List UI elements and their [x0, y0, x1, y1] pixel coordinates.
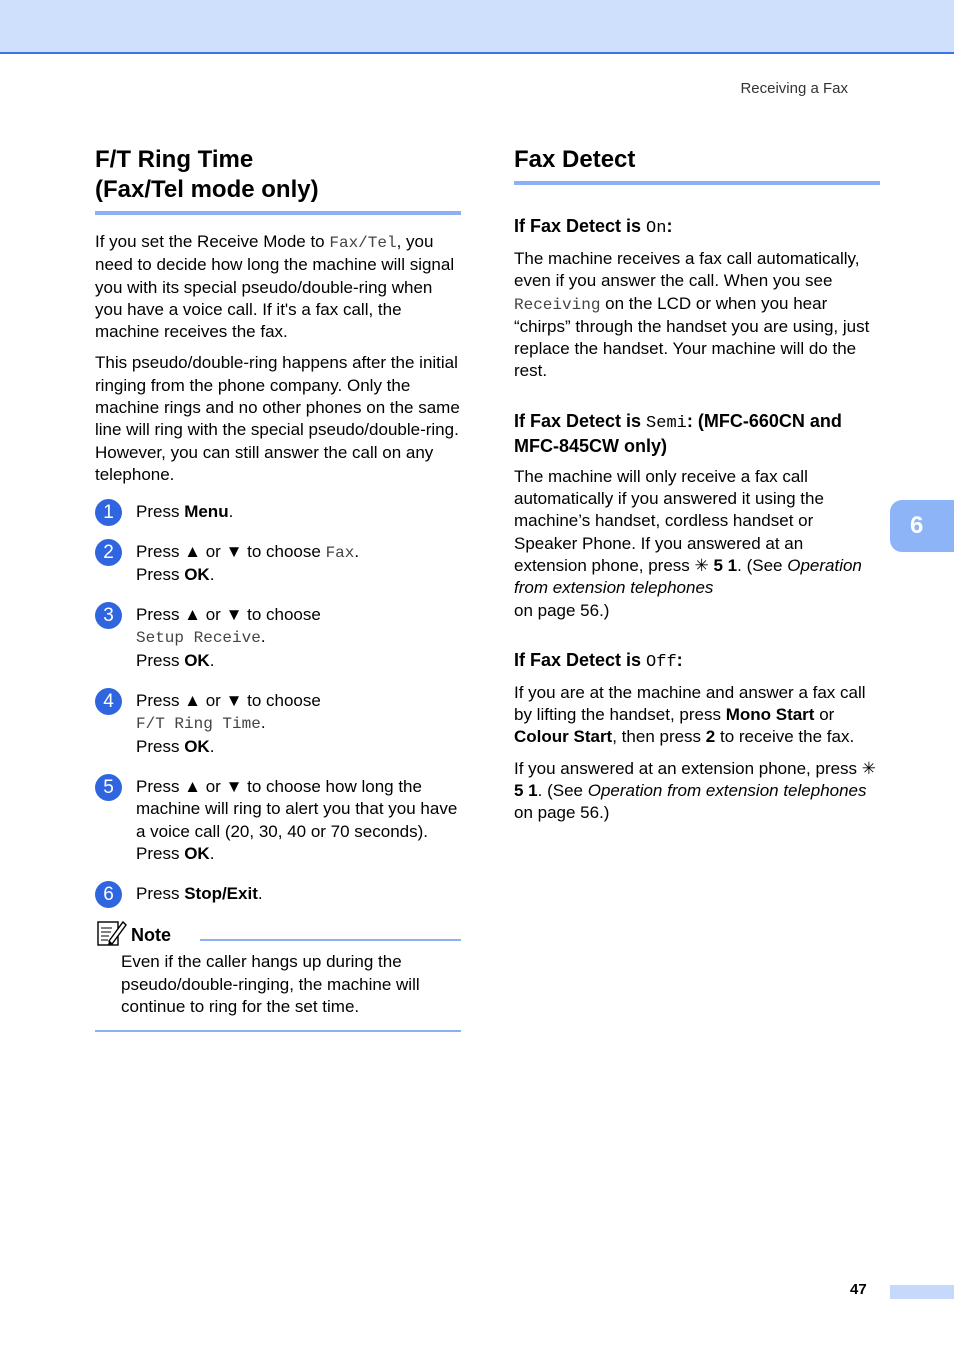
left-column [95, 145, 461, 1032]
key-menu: Menu [184, 502, 229, 522]
step-number-badge: 4 [95, 688, 122, 715]
fax-detect-off-paragraph-1: If you are at the machine and answer a fax call by lifting the handset, press Mono Start or Colour Start, then press 2 to receive the fax. [514, 682, 866, 747]
note-bottom-rule [95, 1030, 461, 1032]
key-2: 2 [705, 727, 716, 747]
pseudo-ring-paragraph: This pseudo/double-ring happens after the initial ringing from the phone company. Only the machine rings and no other phones on the same line will ring with the special pseudo/double-ring. However, you can still answer the call on any telephone. [95, 353, 460, 484]
key-ok: OK [184, 650, 210, 670]
header-band [0, 0, 954, 54]
lcd-text-ft-ring-time: F/T Ring Time [136, 715, 261, 734]
right-column [514, 145, 880, 834]
fax-detect-off-paragraph-2: If you answered at an extension phone, press ✳ 5 1. (See Operation from extension telephones on page 56.) [514, 758, 877, 823]
cross-reference: Operation from extension telephones [587, 781, 867, 801]
title-line-1: F/T Ring Time [95, 146, 254, 173]
step-2: 2 Press ▲ or ▼ to choose Fax. Press OK. [95, 541, 461, 587]
key-star-5-1: ✳ 5 1 [694, 555, 738, 575]
lcd-text-receiving: Receiving [514, 295, 601, 314]
step-number-badge: 6 [95, 881, 122, 908]
step-number-badge: 5 [95, 774, 122, 801]
key-ok: OK [184, 736, 210, 756]
lcd-text-fax-tel: Fax/Tel [329, 234, 397, 252]
note-pencil-icon [97, 919, 127, 952]
chapter-tab [890, 500, 954, 552]
intro-paragraph: If you set the Receive Mode to Fax/Tel, you need to decide how long the machine will signal you with its special pseudo/double-ring when you have a voice call. If it's a fax call, the machine receives the fax. [95, 232, 455, 342]
chapter-number: 6 [910, 512, 924, 539]
subheading-fax-detect-semi: If Fax Detect is Semi: (MFC-660CN and MFC-845CW only) [514, 410, 842, 456]
section-title-fax-detect: Fax Detect [514, 145, 880, 185]
subheading-fax-detect-on: If Fax Detect is On: [514, 216, 673, 238]
note-text: Even if the caller hangs up during the pseudo/double-ringing, the machine will continue to ring for the set time. [121, 952, 420, 1017]
step-number-badge: 2 [95, 539, 122, 566]
note-box [95, 921, 461, 1032]
cross-reference: Operation from extension telephones [514, 555, 862, 598]
section-title-ft-ring-time [95, 145, 461, 215]
step-5: 5 Press ▲ or ▼ to choose how long the machine will ring to alert you that you have a voice call (20, 30, 40 or 70 seconds). Press OK. [95, 776, 461, 865]
step-3: 3 Press ▲ or ▼ to choose Setup Receive. Press OK. [95, 604, 461, 672]
step-1: 1 Press Menu. [95, 501, 461, 523]
key-mono-start: Mono Start [725, 705, 815, 725]
step-6: 6 Press Stop/Exit. [95, 883, 461, 905]
step-number-badge: 1 [95, 499, 122, 526]
running-head: Receiving a Fax [740, 80, 848, 97]
subheading-fax-detect-off: If Fax Detect is Off: [514, 649, 683, 672]
key-stop-exit: Stop/Exit [184, 884, 258, 904]
page-number: 47 [850, 1281, 867, 1298]
key-ok: OK [184, 843, 210, 863]
step-4: 4 Press ▲ or ▼ to choose F/T Ring Time. Press OK. [95, 690, 461, 758]
key-colour-start: Colour Start [514, 727, 613, 747]
key-star-5-1: ✳ 5 1 [514, 758, 877, 801]
lcd-text-setup-receive: Setup Receive [136, 629, 261, 648]
step-number-badge: 3 [95, 602, 122, 629]
note-title: Note [131, 925, 171, 946]
title-line-2: (Fax/Tel mode only) [95, 176, 319, 203]
footer-bar [890, 1285, 954, 1299]
fax-detect-on-paragraph: The machine receives a fax call automatically, even if you answer the call. When you see Receiving on the LCD or when you hear “chirps” through the handset you are using, just replace the handset. Your machine will do the rest. [514, 249, 870, 381]
lcd-text-fax: Fax [325, 543, 355, 562]
fax-detect-semi-paragraph: The machine will only receive a fax call automatically if you answered it using the machine’s handset, cordless handset or Speaker Phone. If you answered at an extension phone, press ✳ 5 1. (See Operation from extension telephones on page 56.) [514, 466, 862, 620]
note-rule [200, 939, 461, 941]
key-ok: OK [184, 564, 210, 584]
